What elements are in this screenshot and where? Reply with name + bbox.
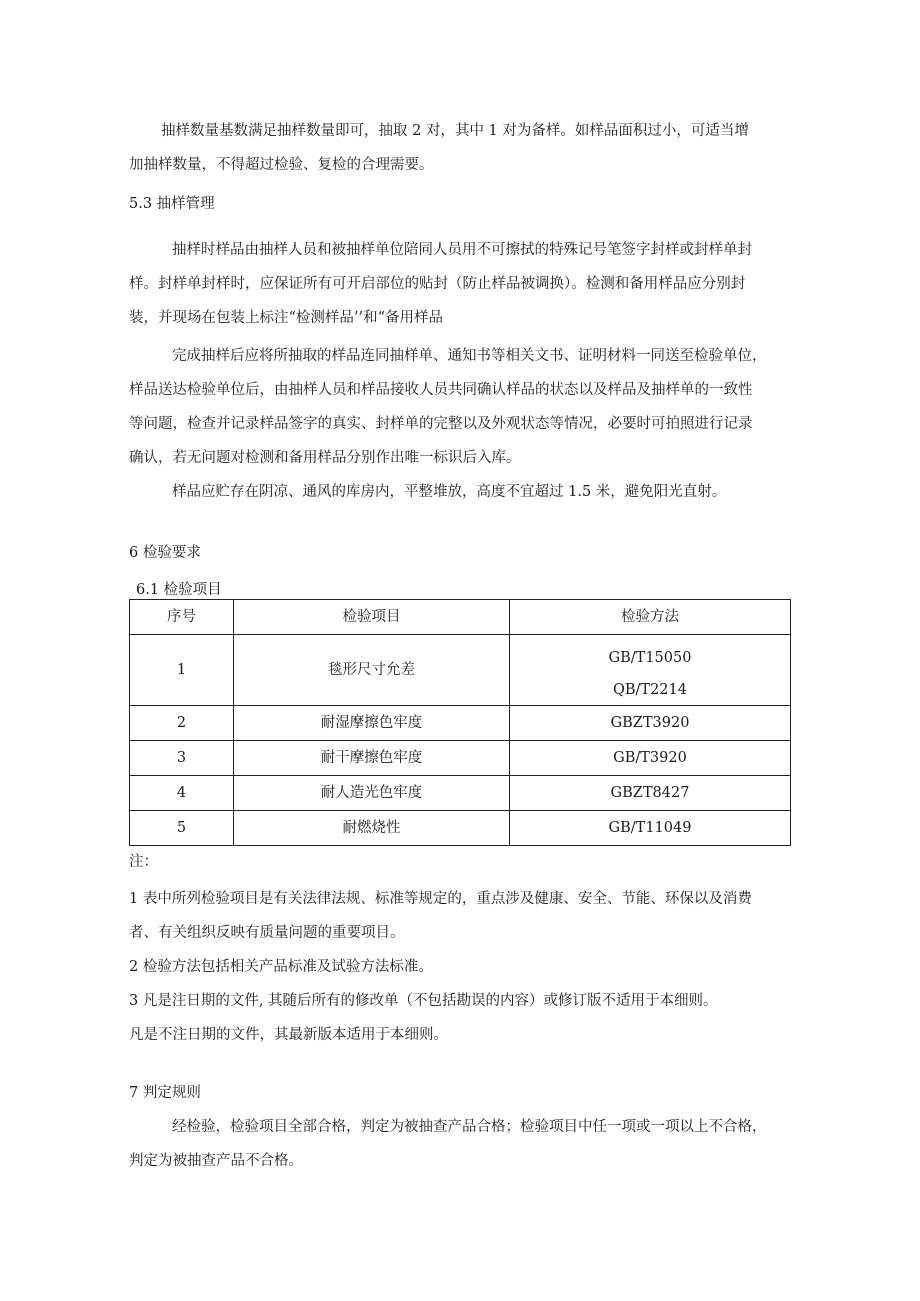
para-sealing-line3: 装，并现场在包装上标注“检测样品’’和“备用样品: [129, 310, 444, 326]
note-3-line1: 3 凡是注日期的文件, 其随后所有的修改单（不包括勘误的内容）或修订版不适用于本细则。: [129, 993, 718, 1009]
section-heading-6: 6 检验要求: [129, 545, 201, 561]
header-seq: 序号: [130, 600, 234, 635]
section-heading-6-1: 6.1 检验项目: [136, 582, 222, 598]
section-heading-7: 7 判定规则: [129, 1085, 201, 1101]
method-standard-secondary: QB/T2214: [612, 681, 687, 698]
inspection-items-table: [129, 599, 791, 846]
row-seq: 1: [130, 635, 234, 706]
method-standard: GB/T15050: [608, 649, 692, 666]
note-3-line2: 凡是不注日期的文件，其最新版本适用于本细则。: [129, 1027, 448, 1043]
header-method: 检验方法: [510, 600, 791, 635]
row-method: GBZT8427: [510, 776, 791, 811]
row-item: 耐人造光色牢度: [234, 776, 510, 811]
para-delivery-line2: 样品送达检验单位后，由抽样人员和样品接收人员共同确认样品的状态以及样品及抽样单的一致性: [129, 382, 753, 398]
row-method: GB/T3920: [510, 741, 791, 776]
para-sampling-qty-line1: 抽样数量基数满足抽样数量即可，抽取 2 对，其中 1 对为备样。如样品面积过小，可适当增: [161, 123, 749, 139]
para-judgment-line1: 经检验，检验项目全部合格，判定为被抽查产品合格；检验项目中任一项或一项以上不合格，: [172, 1119, 767, 1135]
para-sealing-line1: 抽样时样品由抽样人员和被抽样单位陪同人员用不可擦拭的特殊记号笔签字封样或封样单封: [172, 242, 752, 258]
row-item: 毯形尺寸允差: [234, 635, 510, 706]
row-method: [510, 635, 791, 706]
para-sealing-line2: 样。封样单封样时，应保证所有可开启部位的贴封（防止样品被调换）。检测和备用样品应分别封: [129, 276, 746, 292]
table-header-row: [130, 600, 791, 635]
para-delivery-line3: 等问题，检查并记录样品签字的真实、封样单的完整以及外观状态等情况，必要时可拍照进行记录: [129, 416, 753, 432]
section-heading-5-3: 5.3 抽样管理: [129, 196, 215, 212]
row-item: 耐燃烧性: [234, 811, 510, 846]
para-storage: 样品应贮存在阴凉、通风的库房内，平整堆放，高度不宜超过 1.5 米，避免阳光直射。: [172, 484, 727, 500]
para-sampling-qty-line2: 加抽样数量，不得超过检验、复检的合理需要。: [129, 157, 434, 173]
note-1-line2: 者、有关组织反映有质量问题的重要项目。: [129, 925, 405, 941]
row-seq: 5: [130, 811, 234, 846]
table-row: [130, 635, 791, 706]
table-row: [130, 706, 791, 741]
row-method: GB/T11049: [510, 811, 791, 846]
row-item: 耐干摩擦色牢度: [234, 741, 510, 776]
row-item: 耐湿摩擦色牢度: [234, 706, 510, 741]
para-judgment-line2: 判定为被抽查产品不合格。: [129, 1153, 303, 1169]
note-1-line1: 1 表中所列检验项目是有关法律法规、标准等规定的，重点涉及健康、安全、节能、环保以及消费: [129, 891, 752, 907]
table-row: [130, 811, 791, 846]
para-delivery-line1: 完成抽样后应将所抽取的样品连同抽样单、通知书等相关文书、证明材料一同送至检验单位，: [172, 348, 767, 364]
row-seq: 2: [130, 706, 234, 741]
note-heading: 注：: [129, 854, 158, 870]
header-item: 检验项目: [234, 600, 510, 635]
table-row: [130, 741, 791, 776]
row-seq: 4: [130, 776, 234, 811]
row-seq: 3: [130, 741, 234, 776]
para-delivery-line4: 确认，若无问题对检测和备用样品分别作出唯一标识后入库。: [129, 450, 521, 466]
row-method: GBZT3920: [510, 706, 791, 741]
note-2: 2 检验方法包括相关产品标准及试验方法标准。: [129, 959, 433, 975]
table-row: [130, 776, 791, 811]
